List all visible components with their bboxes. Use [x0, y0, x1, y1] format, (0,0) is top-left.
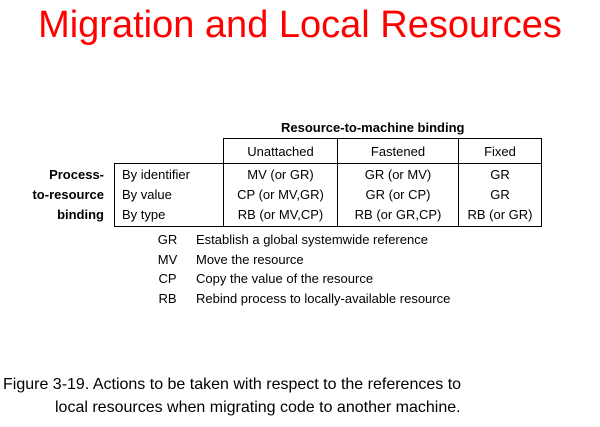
legend-code: CP: [158, 271, 177, 286]
unattached-cell: [224, 164, 338, 227]
row-group-header-line: to-resource: [32, 187, 104, 202]
legend-item: [140, 230, 450, 250]
column-header-unattached: Unattached: [224, 139, 338, 164]
table-cell: RB (or GR): [467, 207, 533, 222]
row-label-by-type: By type: [122, 207, 166, 222]
row-label-by-identifier: By identifier: [122, 167, 190, 182]
legend-code: GR: [157, 232, 178, 247]
table-cell: CP (or MV,GR): [237, 187, 324, 202]
fastened-cell: [338, 164, 459, 227]
legend-item: [140, 250, 450, 270]
column-header-fastened: Fastened: [338, 139, 459, 164]
legend-code: RB: [158, 290, 177, 306]
table-cell: GR (or MV): [364, 167, 432, 182]
figure-caption: [3, 373, 461, 419]
caption-line-2: local resources when migrating code to another machine.: [55, 399, 461, 416]
table-cell: GR: [490, 187, 510, 202]
row-group-header-line: Process-: [49, 167, 104, 182]
caption-line-1: Figure 3-19. Actions to be taken with respect to the references to: [3, 376, 462, 393]
legend: [140, 230, 450, 308]
legend-description: Move the resource: [196, 251, 304, 267]
row-labels-cell: [115, 164, 224, 227]
row-label-by-value: By value: [122, 187, 172, 202]
slide-title: Migration and Local Resources: [38, 4, 562, 46]
table-cell: RB (or GR,CP): [354, 207, 442, 222]
table-cell: RB (or MV,CP): [237, 207, 324, 222]
table-body-row: [115, 164, 542, 227]
table-cell: MV (or GR): [247, 167, 314, 182]
column-header-fixed: Fixed: [459, 139, 542, 164]
legend-item: [140, 269, 450, 289]
table-corner-cell: [115, 139, 224, 164]
table-cell: GR: [490, 167, 510, 182]
table-header-row: [115, 139, 542, 164]
legend-description: Rebind process to locally-available resource: [196, 290, 451, 306]
column-group-header: Resource-to-machine binding: [281, 120, 465, 135]
legend-item: [140, 289, 450, 309]
legend-description: Copy the value of the resource: [196, 271, 374, 286]
fixed-cell: [459, 164, 542, 227]
binding-table: [114, 138, 542, 227]
row-group-header-line: binding: [57, 207, 104, 222]
table-cell: GR (or CP): [365, 187, 431, 202]
legend-code: MV: [157, 251, 178, 267]
row-group-header: [32, 165, 104, 225]
legend-description: Establish a global systemwide reference: [196, 232, 428, 247]
